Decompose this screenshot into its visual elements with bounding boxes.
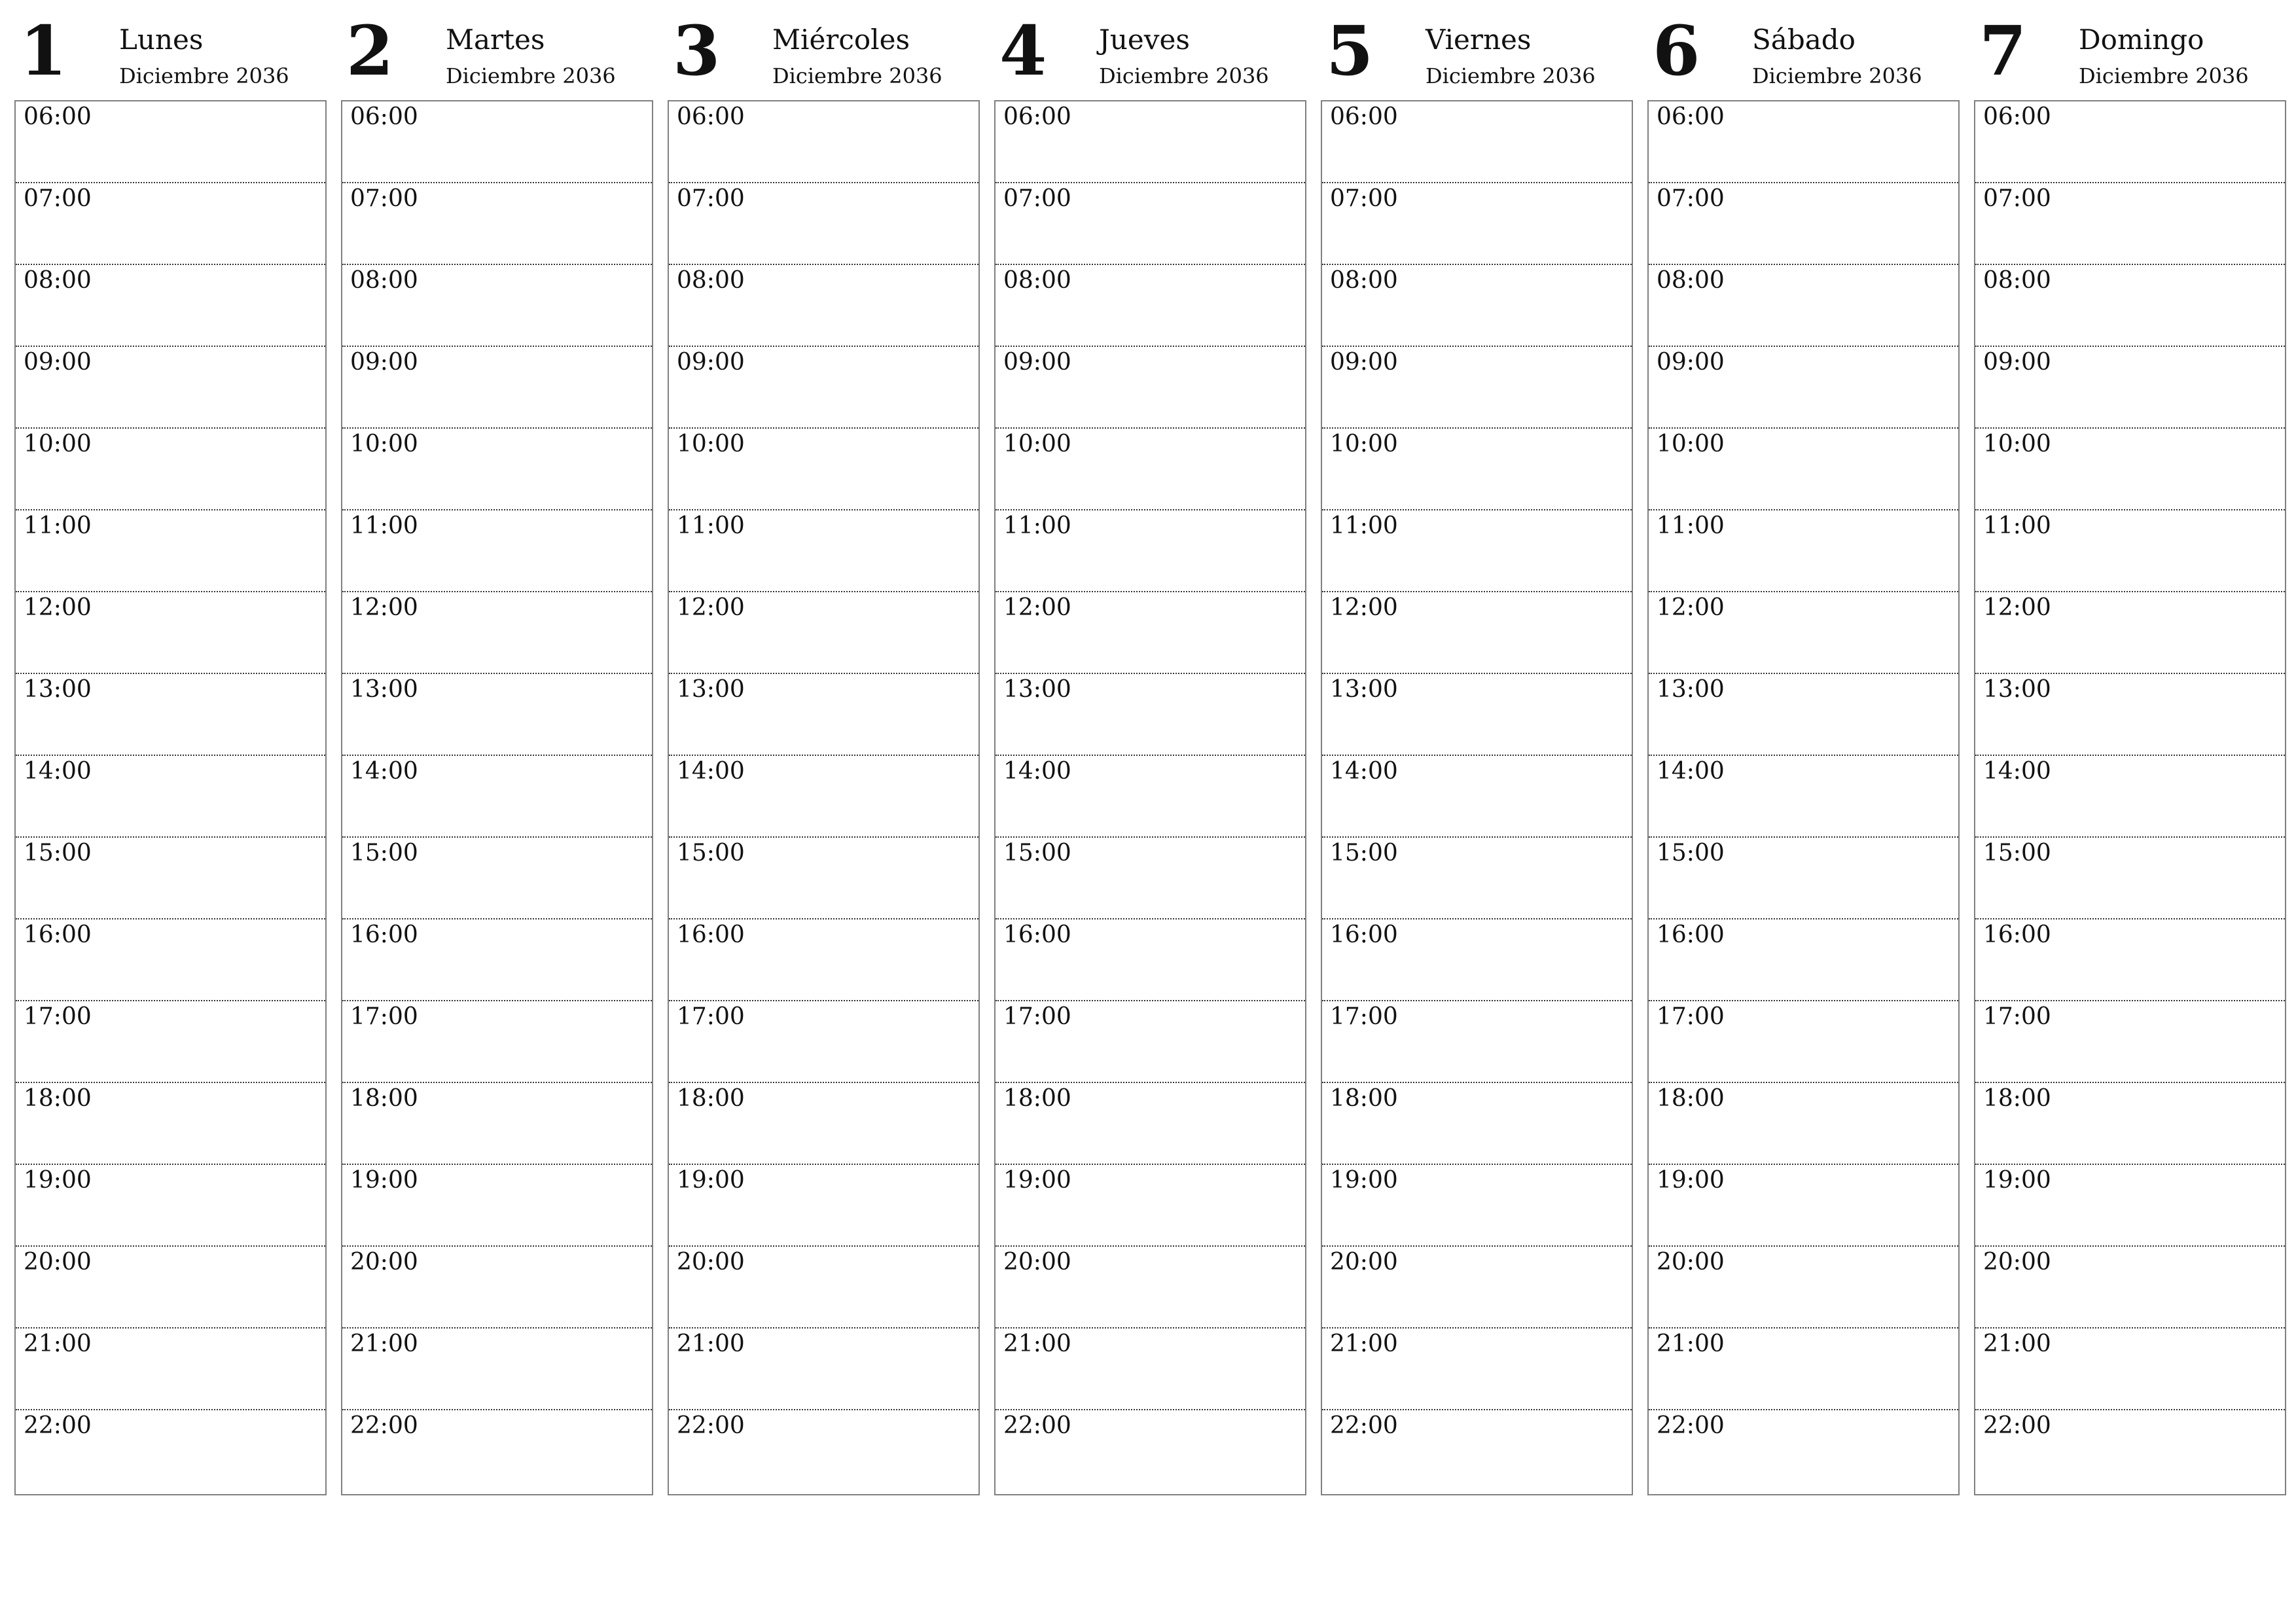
- time-label: 12:00: [1983, 594, 2051, 621]
- time-label: 12:00: [350, 594, 418, 621]
- time-slot[interactable]: [1649, 265, 1958, 347]
- time-label: 19:00: [1330, 1167, 1398, 1194]
- time-slot[interactable]: [16, 919, 325, 1001]
- day-name: Sábado: [1752, 24, 1856, 56]
- time-slot[interactable]: [1322, 756, 1632, 838]
- time-slot[interactable]: [1975, 1165, 2285, 1247]
- time-label: 07:00: [1330, 185, 1398, 212]
- time-label: 15:00: [1003, 840, 1071, 866]
- time-label: 14:00: [1003, 758, 1071, 785]
- time-slot[interactable]: [16, 756, 325, 838]
- time-label: 13:00: [1003, 676, 1071, 703]
- day-column: [1647, 10, 1960, 1439]
- time-label: 08:00: [677, 267, 745, 294]
- time-slot[interactable]: [1649, 183, 1958, 265]
- day-month: Diciembre 2036: [446, 63, 616, 88]
- time-label: 19:00: [1003, 1167, 1071, 1194]
- time-label: 20:00: [1983, 1249, 2051, 1275]
- time-slot[interactable]: [16, 838, 325, 919]
- time-label: 20:00: [677, 1249, 745, 1275]
- time-label: 07:00: [1657, 185, 1725, 212]
- time-label: 14:00: [24, 758, 92, 785]
- time-label: 09:00: [1657, 349, 1725, 376]
- time-slots: [668, 100, 980, 1495]
- time-slot[interactable]: [1649, 1165, 1958, 1247]
- time-slots: [994, 100, 1306, 1495]
- time-label: 07:00: [350, 185, 418, 212]
- time-label: 20:00: [24, 1249, 92, 1275]
- time-slot[interactable]: [342, 347, 652, 429]
- time-slot[interactable]: [1649, 592, 1958, 674]
- time-label: 10:00: [1330, 431, 1398, 457]
- time-label: 11:00: [24, 512, 92, 539]
- time-slot[interactable]: [996, 674, 1305, 756]
- time-slot[interactable]: [1975, 1410, 2285, 1494]
- time-slot[interactable]: [669, 838, 978, 919]
- time-label: 17:00: [1003, 1003, 1071, 1030]
- time-label: 07:00: [1983, 185, 2051, 212]
- time-slot[interactable]: [669, 592, 978, 674]
- time-slot[interactable]: [1649, 1247, 1958, 1329]
- time-slot[interactable]: [669, 1001, 978, 1083]
- time-label: 14:00: [1330, 758, 1398, 785]
- time-slot[interactable]: [669, 265, 978, 347]
- time-label: 20:00: [350, 1249, 418, 1275]
- time-label: 09:00: [1330, 349, 1398, 376]
- time-label: 10:00: [1983, 431, 2051, 457]
- time-label: 06:00: [350, 103, 418, 130]
- time-slot[interactable]: [996, 756, 1305, 838]
- time-slot[interactable]: [16, 1247, 325, 1329]
- time-label: 10:00: [1657, 431, 1725, 457]
- time-label: 15:00: [350, 840, 418, 866]
- time-slot[interactable]: [1649, 674, 1958, 756]
- time-label: 15:00: [24, 840, 92, 866]
- time-slot[interactable]: [16, 1001, 325, 1083]
- time-label: 17:00: [350, 1003, 418, 1030]
- time-slot[interactable]: [342, 674, 652, 756]
- time-slot[interactable]: [996, 1329, 1305, 1410]
- time-slot[interactable]: [669, 1329, 978, 1410]
- time-label: 14:00: [677, 758, 745, 785]
- day-column: [994, 10, 1306, 1439]
- time-label: 17:00: [1330, 1003, 1398, 1030]
- time-slot[interactable]: [669, 674, 978, 756]
- time-label: 15:00: [1330, 840, 1398, 866]
- time-slot[interactable]: [342, 1410, 652, 1494]
- time-slot[interactable]: [1975, 510, 2285, 592]
- time-label: 19:00: [1983, 1167, 2051, 1194]
- day-name: Lunes: [119, 24, 204, 56]
- time-label: 18:00: [1003, 1085, 1071, 1112]
- time-label: 19:00: [24, 1167, 92, 1194]
- time-slot[interactable]: [1975, 838, 2285, 919]
- day-header: [341, 12, 653, 100]
- time-slots: [1647, 100, 1960, 1495]
- time-label: 22:00: [350, 1412, 418, 1439]
- time-slot[interactable]: [1649, 510, 1958, 592]
- time-label: 17:00: [1983, 1003, 2051, 1030]
- time-slot[interactable]: [1649, 101, 1958, 183]
- time-slot[interactable]: [669, 347, 978, 429]
- time-slot[interactable]: [669, 1083, 978, 1165]
- time-slot[interactable]: [1322, 592, 1632, 674]
- time-slots: [341, 100, 653, 1495]
- time-slot[interactable]: [1649, 1083, 1958, 1165]
- time-slot[interactable]: [1975, 1247, 2285, 1329]
- time-slot[interactable]: [669, 1410, 978, 1494]
- day-number: 4: [999, 10, 1047, 91]
- time-slot[interactable]: [1322, 347, 1632, 429]
- time-label: 14:00: [350, 758, 418, 785]
- time-slot[interactable]: [669, 1165, 978, 1247]
- time-label: 07:00: [1003, 185, 1071, 212]
- time-label: 21:00: [677, 1330, 745, 1357]
- day-number: 1: [20, 10, 67, 91]
- day-month: Diciembre 2036: [119, 63, 289, 88]
- day-header: [994, 12, 1306, 100]
- time-label: 11:00: [1983, 512, 2051, 539]
- day-name: Miércoles: [772, 24, 910, 56]
- time-label: 13:00: [677, 676, 745, 703]
- time-slot[interactable]: [1975, 674, 2285, 756]
- time-slot[interactable]: [16, 347, 325, 429]
- time-slot[interactable]: [1322, 1410, 1632, 1494]
- time-label: 20:00: [1657, 1249, 1725, 1275]
- day-header: [1647, 12, 1960, 100]
- time-slot[interactable]: [1322, 429, 1632, 510]
- time-label: 13:00: [350, 676, 418, 703]
- time-label: 08:00: [1983, 267, 2051, 294]
- time-label: 09:00: [24, 349, 92, 376]
- time-label: 18:00: [1983, 1085, 2051, 1112]
- day-header: [1321, 12, 1633, 100]
- time-label: 18:00: [24, 1085, 92, 1112]
- time-slot[interactable]: [996, 838, 1305, 919]
- time-slot[interactable]: [669, 183, 978, 265]
- time-slot[interactable]: [1322, 1083, 1632, 1165]
- time-slot[interactable]: [1322, 919, 1632, 1001]
- time-slot[interactable]: [1322, 265, 1632, 347]
- time-label: 16:00: [1983, 921, 2051, 948]
- day-number: 6: [1653, 10, 1700, 91]
- time-slot[interactable]: [1322, 510, 1632, 592]
- time-label: 22:00: [1657, 1412, 1725, 1439]
- time-slot[interactable]: [342, 265, 652, 347]
- day-name: Martes: [446, 24, 545, 56]
- time-label: 08:00: [1003, 267, 1071, 294]
- time-slot[interactable]: [1649, 429, 1958, 510]
- time-label: 16:00: [350, 921, 418, 948]
- time-slot[interactable]: [1975, 1329, 2285, 1410]
- time-slot[interactable]: [1975, 347, 2285, 429]
- time-label: 06:00: [1330, 103, 1398, 130]
- time-slot[interactable]: [1322, 1165, 1632, 1247]
- time-slot[interactable]: [996, 265, 1305, 347]
- time-label: 06:00: [1983, 103, 2051, 130]
- day-number: 7: [1979, 10, 2027, 91]
- time-label: 16:00: [1657, 921, 1725, 948]
- time-label: 18:00: [1330, 1085, 1398, 1112]
- time-slot[interactable]: [16, 510, 325, 592]
- time-slot[interactable]: [996, 183, 1305, 265]
- time-slot[interactable]: [342, 101, 652, 183]
- time-label: 08:00: [1657, 267, 1725, 294]
- day-name: Jueves: [1099, 24, 1190, 56]
- time-label: 19:00: [350, 1167, 418, 1194]
- time-slot[interactable]: [342, 1329, 652, 1410]
- time-slot[interactable]: [996, 1165, 1305, 1247]
- day-number: 5: [1326, 10, 1374, 91]
- weekly-planner: [14, 10, 2286, 1439]
- time-label: 22:00: [1983, 1412, 2051, 1439]
- time-label: 17:00: [24, 1003, 92, 1030]
- time-label: 20:00: [1003, 1249, 1071, 1275]
- time-slot[interactable]: [1322, 1247, 1632, 1329]
- time-slot[interactable]: [16, 1410, 325, 1494]
- time-slot[interactable]: [1649, 1410, 1958, 1494]
- time-label: 11:00: [1657, 512, 1725, 539]
- time-slots: [14, 100, 327, 1495]
- time-label: 21:00: [350, 1330, 418, 1357]
- time-label: 10:00: [350, 431, 418, 457]
- time-slot[interactable]: [1322, 1329, 1632, 1410]
- time-slot[interactable]: [1322, 838, 1632, 919]
- time-label: 22:00: [1003, 1412, 1071, 1439]
- time-slot[interactable]: [1649, 919, 1958, 1001]
- time-label: 09:00: [1983, 349, 2051, 376]
- time-slot[interactable]: [16, 429, 325, 510]
- time-slot[interactable]: [1975, 265, 2285, 347]
- time-slot[interactable]: [1975, 592, 2285, 674]
- time-slot[interactable]: [342, 1165, 652, 1247]
- time-label: 16:00: [1003, 921, 1071, 948]
- time-label: 13:00: [1657, 676, 1725, 703]
- time-slot[interactable]: [996, 101, 1305, 183]
- time-slot[interactable]: [342, 756, 652, 838]
- time-slot[interactable]: [669, 756, 978, 838]
- day-column: [14, 10, 327, 1439]
- time-label: 09:00: [1003, 349, 1071, 376]
- time-label: 15:00: [1983, 840, 2051, 866]
- time-label: 14:00: [1657, 758, 1725, 785]
- time-slot[interactable]: [1975, 1001, 2285, 1083]
- time-label: 06:00: [677, 103, 745, 130]
- time-label: 18:00: [677, 1085, 745, 1112]
- time-slot[interactable]: [1649, 1329, 1958, 1410]
- time-label: 19:00: [677, 1167, 745, 1194]
- time-label: 06:00: [1003, 103, 1071, 130]
- time-label: 06:00: [1657, 103, 1725, 130]
- time-label: 11:00: [677, 512, 745, 539]
- time-slot[interactable]: [342, 838, 652, 919]
- time-label: 13:00: [1983, 676, 2051, 703]
- time-slot[interactable]: [16, 1165, 325, 1247]
- time-label: 20:00: [1330, 1249, 1398, 1275]
- time-slot[interactable]: [1975, 756, 2285, 838]
- time-slot[interactable]: [1649, 347, 1958, 429]
- time-slot[interactable]: [1975, 101, 2285, 183]
- time-label: 16:00: [1330, 921, 1398, 948]
- time-slot[interactable]: [16, 1329, 325, 1410]
- time-label: 21:00: [1657, 1330, 1725, 1357]
- time-label: 16:00: [677, 921, 745, 948]
- time-slot[interactable]: [669, 101, 978, 183]
- time-slot[interactable]: [1975, 919, 2285, 1001]
- day-month: Diciembre 2036: [2079, 63, 2249, 88]
- day-column: [1321, 10, 1633, 1439]
- time-label: 06:00: [24, 103, 92, 130]
- time-label: 21:00: [24, 1330, 92, 1357]
- time-slot[interactable]: [16, 101, 325, 183]
- time-slot[interactable]: [342, 1247, 652, 1329]
- time-label: 22:00: [677, 1412, 745, 1439]
- time-label: 10:00: [677, 431, 745, 457]
- time-slot[interactable]: [1649, 756, 1958, 838]
- time-label: 10:00: [1003, 431, 1071, 457]
- day-name: Domingo: [2079, 24, 2204, 56]
- time-slot[interactable]: [1322, 101, 1632, 183]
- time-label: 13:00: [1330, 676, 1398, 703]
- time-label: 12:00: [24, 594, 92, 621]
- time-slot[interactable]: [1322, 183, 1632, 265]
- day-month: Diciembre 2036: [1099, 63, 1269, 88]
- time-slot[interactable]: [1975, 429, 2285, 510]
- day-number: 2: [346, 10, 394, 91]
- time-label: 18:00: [350, 1085, 418, 1112]
- time-label: 12:00: [677, 594, 745, 621]
- time-slot[interactable]: [669, 510, 978, 592]
- time-slot[interactable]: [996, 510, 1305, 592]
- time-label: 08:00: [1330, 267, 1398, 294]
- time-label: 21:00: [1003, 1330, 1071, 1357]
- time-slot[interactable]: [996, 919, 1305, 1001]
- time-label: 21:00: [1330, 1330, 1398, 1357]
- time-slots: [1974, 100, 2286, 1495]
- time-slot[interactable]: [996, 592, 1305, 674]
- time-slot[interactable]: [1649, 1001, 1958, 1083]
- time-slot[interactable]: [669, 1247, 978, 1329]
- time-slot[interactable]: [342, 592, 652, 674]
- time-slot[interactable]: [342, 1001, 652, 1083]
- time-slot[interactable]: [342, 510, 652, 592]
- day-number: 3: [673, 10, 721, 91]
- time-label: 11:00: [1330, 512, 1398, 539]
- time-label: 22:00: [1330, 1412, 1398, 1439]
- time-slot[interactable]: [996, 429, 1305, 510]
- day-month: Diciembre 2036: [1752, 63, 1922, 88]
- time-label: 13:00: [24, 676, 92, 703]
- time-slot[interactable]: [16, 674, 325, 756]
- time-slot[interactable]: [16, 265, 325, 347]
- time-slot[interactable]: [342, 183, 652, 265]
- time-slot[interactable]: [1322, 674, 1632, 756]
- time-slot[interactable]: [1649, 838, 1958, 919]
- time-label: 11:00: [1003, 512, 1071, 539]
- day-column: [668, 10, 980, 1439]
- time-slot[interactable]: [1975, 183, 2285, 265]
- time-slot[interactable]: [16, 592, 325, 674]
- time-label: 17:00: [1657, 1003, 1725, 1030]
- time-label: 12:00: [1003, 594, 1071, 621]
- day-header: [668, 12, 980, 100]
- day-month: Diciembre 2036: [1426, 63, 1596, 88]
- day-column: [1974, 10, 2286, 1439]
- time-label: 07:00: [24, 185, 92, 212]
- time-label: 17:00: [677, 1003, 745, 1030]
- time-slot[interactable]: [996, 1247, 1305, 1329]
- time-slot[interactable]: [342, 429, 652, 510]
- time-slots: [1321, 100, 1633, 1495]
- time-label: 08:00: [350, 267, 418, 294]
- time-slot[interactable]: [996, 1410, 1305, 1494]
- day-column: [341, 10, 653, 1439]
- time-label: 10:00: [24, 431, 92, 457]
- time-slot[interactable]: [1975, 1083, 2285, 1165]
- time-slot[interactable]: [669, 919, 978, 1001]
- time-slot[interactable]: [996, 1083, 1305, 1165]
- day-header: [14, 12, 327, 100]
- time-slot[interactable]: [16, 1083, 325, 1165]
- time-label: 16:00: [24, 921, 92, 948]
- time-slot[interactable]: [669, 429, 978, 510]
- time-label: 15:00: [677, 840, 745, 866]
- time-label: 14:00: [1983, 758, 2051, 785]
- day-header: [1974, 12, 2286, 100]
- time-label: 22:00: [24, 1412, 92, 1439]
- time-label: 12:00: [1330, 594, 1398, 621]
- time-label: 07:00: [677, 185, 745, 212]
- time-slot[interactable]: [342, 1083, 652, 1165]
- time-slot[interactable]: [16, 183, 325, 265]
- time-label: 08:00: [24, 267, 92, 294]
- time-slot[interactable]: [342, 919, 652, 1001]
- time-label: 19:00: [1657, 1167, 1725, 1194]
- time-slot[interactable]: [996, 1001, 1305, 1083]
- time-label: 15:00: [1657, 840, 1725, 866]
- time-label: 09:00: [677, 349, 745, 376]
- time-slot[interactable]: [996, 347, 1305, 429]
- time-label: 18:00: [1657, 1085, 1725, 1112]
- day-name: Viernes: [1426, 24, 1532, 56]
- time-label: 12:00: [1657, 594, 1725, 621]
- time-label: 21:00: [1983, 1330, 2051, 1357]
- time-slot[interactable]: [1322, 1001, 1632, 1083]
- day-month: Diciembre 2036: [772, 63, 942, 88]
- time-label: 11:00: [350, 512, 418, 539]
- time-label: 09:00: [350, 349, 418, 376]
